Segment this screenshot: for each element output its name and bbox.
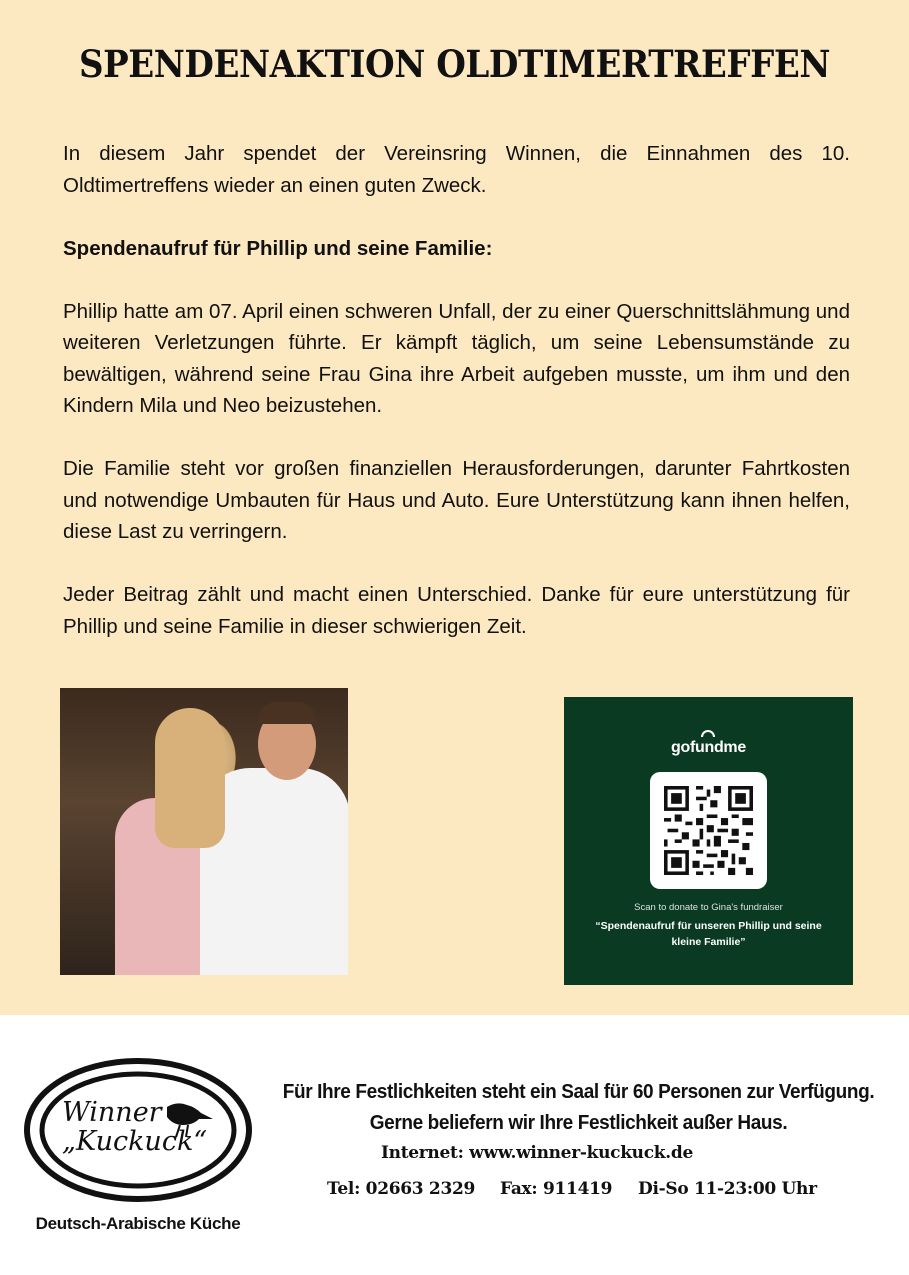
couple-photo [60, 688, 348, 975]
qr-code[interactable] [650, 772, 767, 889]
phone-number[interactable]: Tel: 02663 2329 [327, 1179, 476, 1199]
photo-man-hair [258, 702, 316, 724]
scan-instruction: Scan to donate to Gina's fundraiser [634, 902, 783, 913]
gofundme-brand: gofundme [671, 739, 746, 756]
flyer-body [63, 138, 850, 674]
flyer-title: SPENDENAKTION OLDTIMERTREFFEN [78, 42, 830, 86]
thanks-paragraph: Jeder Beitrag zählt und macht einen Unterschied. Danke für eure unterstützung für Phillip und seine Familie in dieser schwierigen Zeit. [63, 583, 850, 638]
logo-line-1: Winner [62, 1097, 162, 1128]
intro-paragraph: In diesem Jahr spendet der Vereinsring Winnen, die Einnahmen des 10. Oldtimertreffens wieder an einen guten Zweck. [63, 142, 850, 197]
cuisine-label: Deutsch-Arabische Küche [35, 1214, 241, 1233]
website-link[interactable]: Internet: www.winner-kuckuck.de [381, 1143, 693, 1163]
fundraiser-title: “Spendenaufruf für unseren Phillip und seine kleine Familie” [595, 920, 822, 948]
fax-number: Fax: 911419 [500, 1179, 613, 1199]
restaurant-logo [22, 1055, 254, 1205]
needs-paragraph: Die Familie steht vor großen finanziellen Herausforderungen, darunter Fahrtkosten und notwendige Umbauten für Haus und Auto. Eure Unterstützung kann ihnen helfen, diese Last zu verringern. [63, 457, 850, 543]
festivities-text: Für Ihre Festlichkeiten steht ein Saal für 60 Personen zur Verfügung. Gerne beliefern wir Ihre Festlichkeit außer Haus. [282, 1081, 875, 1134]
appeal-heading: Spendenaufruf für Phillip und seine Familie: [63, 236, 493, 260]
gofundme-qr-card[interactable] [564, 697, 853, 985]
photo-woman-hair [155, 708, 225, 848]
opening-hours: Di-So 11-23:00 Uhr [638, 1179, 817, 1199]
gofundme-logo-icon [701, 730, 715, 737]
story-paragraph: Phillip hatte am 07. April einen schweren Unfall, der zu einer Querschnittslähmung und weiteren Verletzungen führte. Er kämpft täglich, um seine Lebensumstände zu bewältigen, während seine Frau Gina ihre Arbeit aufgeben musste, um ihm und den Kindern Mila und Neo beizustehen. [63, 299, 850, 417]
qr-code-icon [664, 786, 753, 875]
logo-line-2: „Kuckuck“ [62, 1126, 208, 1157]
